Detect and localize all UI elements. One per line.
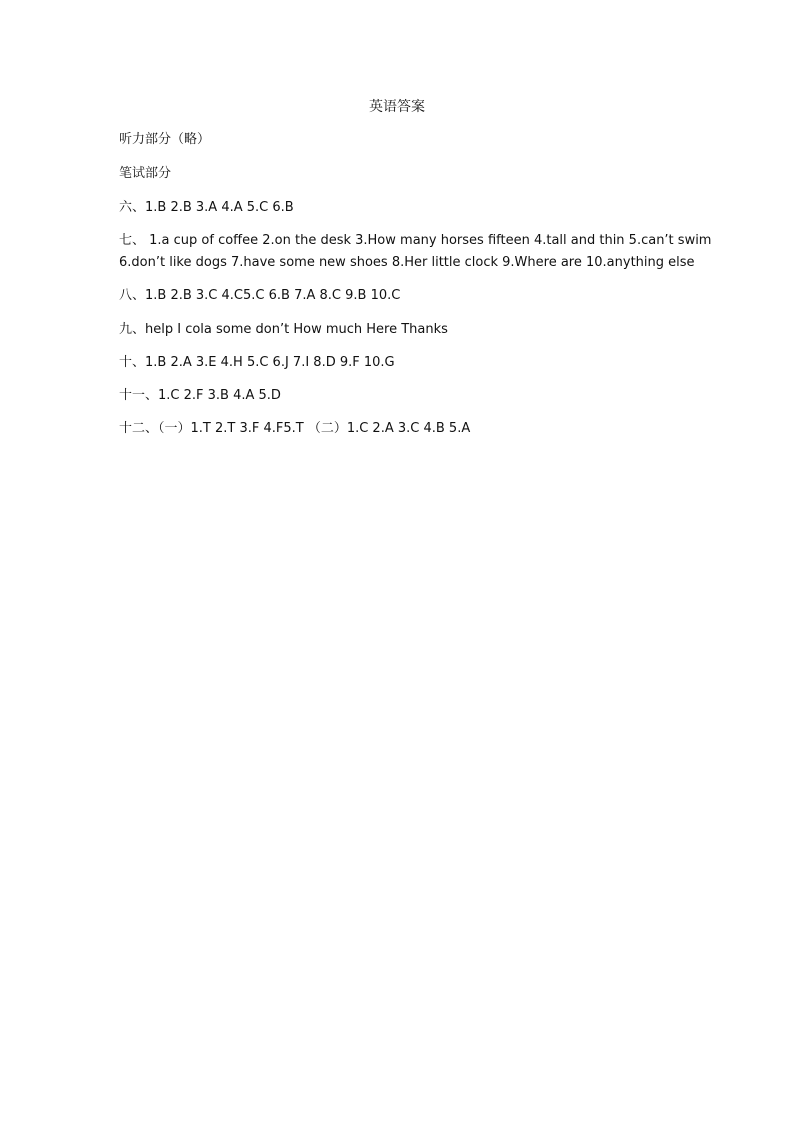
answer-line-seven-part1: 七、 1.a cup of coffee 2.on the desk 3.How many horses fifteen 4.tall and thin 5.can’t swim: [119, 233, 712, 248]
page-title: 英语答案: [369, 99, 425, 115]
written-section-line: 笔试部分: [119, 166, 172, 181]
answer-line-eight: 八、1.B 2.B 3.C 4.C5.C 6.B 7.A 8.C 9.B 10.C: [119, 288, 401, 303]
answer-line-seven-part2: 6.don’t like dogs 7.have some new shoes 8.Her little clock 9.Where are 10.anything else: [119, 255, 695, 270]
answer-line-twelve: 十二、（一）1.T 2.T 3.F 4.F5.T （二）1.C 2.A 3.C 4.B 5.A: [119, 421, 471, 436]
answer-line-nine: 九、help I cola some don’t How much Here Thanks: [119, 322, 448, 337]
listening-section-line: 听力部分（略）: [119, 132, 211, 147]
answer-line-ten: 十、1.B 2.A 3.E 4.H 5.C 6.J 7.I 8.D 9.F 10.G: [119, 355, 395, 370]
answer-line-six: 六、1.B 2.B 3.A 4.A 5.C 6.B: [119, 200, 294, 215]
answer-line-eleven: 十一、1.C 2.F 3.B 4.A 5.D: [119, 388, 281, 403]
